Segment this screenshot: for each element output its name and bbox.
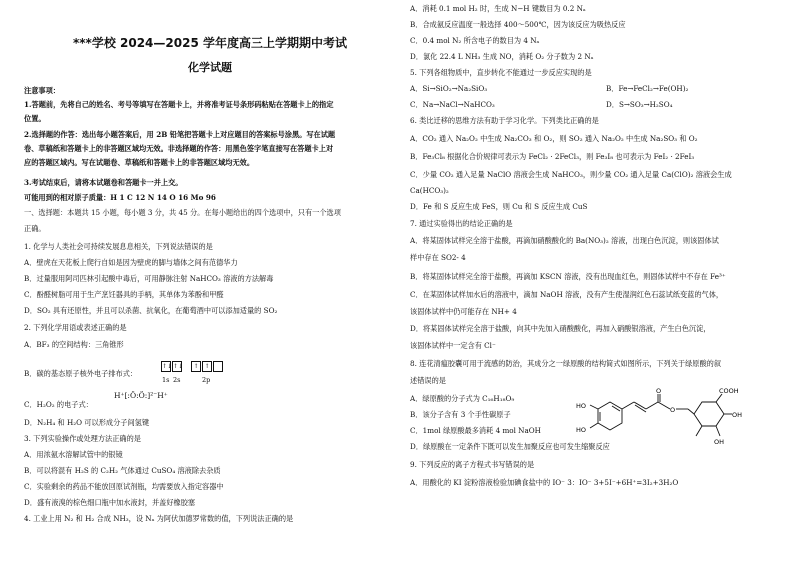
question-3: 3. 下列实验操作或处理方法正确的是 (24, 434, 141, 443)
ester-o-label: O (670, 406, 676, 414)
left-column (24, 0, 396, 564)
option-continued: 该固体试样中仍可能存在 NH+ 4 (410, 307, 517, 316)
orbital-label: 1s (162, 376, 170, 384)
notice-line: 应的答题区域内。写在试题卷、草稿纸和答题卡上的非答题区域均无效。 (24, 158, 255, 167)
question-6: 6. 类比迁移的思维方法有助于学习化学。下列类比正确的是 (410, 116, 599, 125)
option: D．氯化 22.4 L NH₃ 生成 NO，消耗 O₂ 分子数为 2 Nₐ (410, 52, 594, 61)
option: C．酚醛树脂可用于生产烹饪器具的手柄，其单体为苯酚和甲醛 (24, 290, 224, 299)
option: A．用酸化的 KI 淀粉溶液检验加碘食盐中的 IO⁻ 3：IO⁻ 3+5I⁻+6H⁺=3I₂+3H₂O (410, 478, 679, 487)
option: C．1mol 绿原酸最多消耗 4 mol NaOH (410, 426, 541, 435)
notice-heading: 注意事项： (24, 86, 60, 95)
option: A．用浓氨水溶解试管中的银镜 (24, 450, 123, 459)
option: B．Fe₃Cl₈ 根据化合价规律可表示为 FeCl₂ · 2FeCl₃，则 Fe₃I₈ 也可表示为 FeI₂ · 2FeI₃ (410, 152, 695, 161)
option: A．绿原酸的分子式为 C₁₆H₁₈O₉ (410, 394, 515, 403)
option: D．S→SO₃→H₂SO₄ (606, 100, 673, 109)
orbital-label: 2s (173, 376, 181, 384)
option: C．H₂O₂ 的电子式： (24, 400, 93, 409)
option: D．绿原酸在一定条件下既可以发生加聚反应也可发生缩聚反应 (410, 442, 610, 451)
question-4: 4. 工业上用 N₂ 和 H₂ 合成 NH₃，设 Nₐ 为阿伏加德罗常数的值，下列说法正确的是 (24, 514, 294, 523)
orbital-box: ↑ (202, 361, 212, 372)
orbital-box (213, 361, 223, 372)
option-continued: 该固体试样中一定含有 Cl⁻ (410, 341, 496, 350)
orbital-box: ↑↓ (173, 363, 184, 370)
notice-line: 卷、草稿纸和答题卡上的非答题区域均无效。非选择题的作答：用黑色签字笔直接写在答题卡上对 (24, 144, 334, 153)
option: B．将某固体试样完全溶于盐酸，再滴加 KSCN 溶液，没有出现血红色，则固体试样中不存在 Fe³⁺ (410, 272, 726, 281)
oh-label: OH (714, 438, 725, 446)
question-7: 7. 通过实验得出的结论正确的是 (410, 219, 513, 228)
option: C．Na→NaCl→NaHCO₃ (410, 100, 495, 109)
chlorogenic-acid-structure (576, 386, 768, 452)
question-5: 5. 下列各组物质中，直步转化不能通过一步反应实现的是 (410, 68, 592, 77)
notice-line: 位置。 (24, 114, 46, 123)
option: C．少量 CO₂ 通入足量 NaClO 溶液会生成 NaHCO₃，则少量 CO₂ 通入足量 Ca(ClO)₂ 溶液会生成 (410, 170, 732, 179)
option: A．CO₂ 通入 Na₂O₂ 中生成 Na₂CO₃ 和 O₂，则 SO₂ 通入 Na₂O₂ 中生成 Na₂SO₃ 和 O₂ (410, 134, 698, 143)
question-1: 1. 化学与人类社会可持续发展息息相关，下列说法错误的是 (24, 242, 213, 251)
ho-label: HO (576, 426, 587, 434)
option: A．Si→SiO₂→Na₂SiO₃ (410, 84, 488, 93)
option: B．合成氨反应温度一般选择 400～500℃，因为该反应为吸热反应 (410, 20, 626, 29)
electron-formula: H⁺[:Ö:Ö:]²⁻H⁺ (114, 391, 168, 400)
option: D．SO₂ 具有还原性，并且可以杀菌、抗氧化，在葡萄酒中可以添加适量的 SO₂ (24, 306, 278, 315)
option: B．过量服用阿司匹林引起酸中毒后，可用静脉注射 NaHCO₃ 溶液的方法解毒 (24, 274, 274, 283)
option: C．实验剩余的药品不能放回原试剂瓶，均需要放入指定容器中 (24, 482, 224, 491)
oh-label: OH (732, 411, 743, 419)
option: A．将某固体试样完全溶于盐酸，再滴加硝酸酸化的 Ba(NO₃)₂ 溶液，出现白色沉淀，则该固体试 (410, 236, 719, 245)
question-8-cont: 述错误的是 (410, 376, 446, 385)
option: D．盛有液溴的棕色细口瓶中加水液封，并盖好橡胶塞 (24, 498, 196, 507)
section-intro: 一、选择题：本题共 15 小题，每小题 3 分，共 45 分。在每小题给出的四个选项中，只有一个选项 (24, 208, 341, 217)
right-column (410, 0, 782, 564)
option: C．0.4 mol N₂ 所含电子的数目为 4 Nₐ (410, 36, 540, 45)
option: B．该分子含有 3 个手性碳原子 (410, 410, 511, 419)
notice-line: 1.答题前，先将自己的姓名、考号等填写在答题卡上，并将准考证号条形码粘贴在答题卡上的指定 (24, 100, 334, 109)
exam-subtitle: 化学试题 (188, 61, 232, 74)
option: A．BF₃ 的空间结构：三角锥形 (24, 340, 124, 349)
ho-label: HO (576, 402, 587, 410)
exam-title: ***学校 2024—2025 学年度高三上学期期中考试 (73, 36, 347, 50)
orbital-box: ↑↓ (162, 363, 173, 370)
option-continued: 样中存在 SO2- 4 (410, 253, 466, 262)
section-intro: 正确。 (24, 224, 46, 233)
notice-line: 2.选择题的作答：选出每小题答案后，用 2B 铅笔把答题卡上对应题目的答案标号涂黑。写在试题 (24, 130, 336, 139)
cooh-label: COOH (719, 387, 739, 395)
atomic-mass-line: 可能用到的相对原子质量：H 1 C 12 N 14 O 16 Mo 96 (24, 193, 216, 202)
question-8: 8. 连花清瘟胶囊可用于流感的防治，其成分之一绿原酸的结构简式如图所示，下列关于绿原酸的叙 (410, 359, 722, 368)
option: A．消耗 0.1 mol H₂ 时，生成 N−H 键数目为 0.2 Nₐ (410, 4, 586, 13)
notice-line: 3.考试结束后，请将本试题卷和答题卡一并上交。 (24, 178, 183, 187)
option: B．Fe→FeCl₂→Fe(OH)₂ (606, 84, 689, 93)
option: B．碳的基态原子核外电子排布式： (24, 369, 138, 378)
question-9: 9. 下列反应的离子方程式书写错误的是 (410, 460, 535, 469)
option: D．N₂H₄ 和 H₂O 可以形成分子间氢键 (24, 418, 150, 427)
orbital-diagram (160, 356, 223, 384)
option: D．将某固体试样完全溶于盐酸，向其中先加入硝酸酸化，再加入硝酸银溶液，产生白色沉淀， (410, 324, 711, 333)
carbonyl-o-label: O (656, 387, 662, 395)
option-continued: Ca(HCO₃)₂ (410, 186, 449, 195)
orbital-label: 2p (202, 376, 211, 384)
question-2: 2. 下列化学用语或表述正确的是 (24, 323, 127, 332)
orbital-box: ↑ (191, 361, 201, 372)
option: D．Fe 和 S 反应生成 FeS，则 Cu 和 S 反应生成 CuS (410, 202, 588, 211)
option: B．可以将混有 H₂S 的 C₂H₂ 气体通过 CuSO₄ 溶液除去杂质 (24, 466, 221, 475)
option: A．壁虎在天花板上爬行自如是因为壁虎的脚与墙体之间有范德华力 (24, 258, 238, 267)
option: C．在某固体试样加水后的溶液中，滴加 NaOH 溶液，没有产生使湿润红色石蕊试纸变蓝的气体， (410, 290, 724, 299)
